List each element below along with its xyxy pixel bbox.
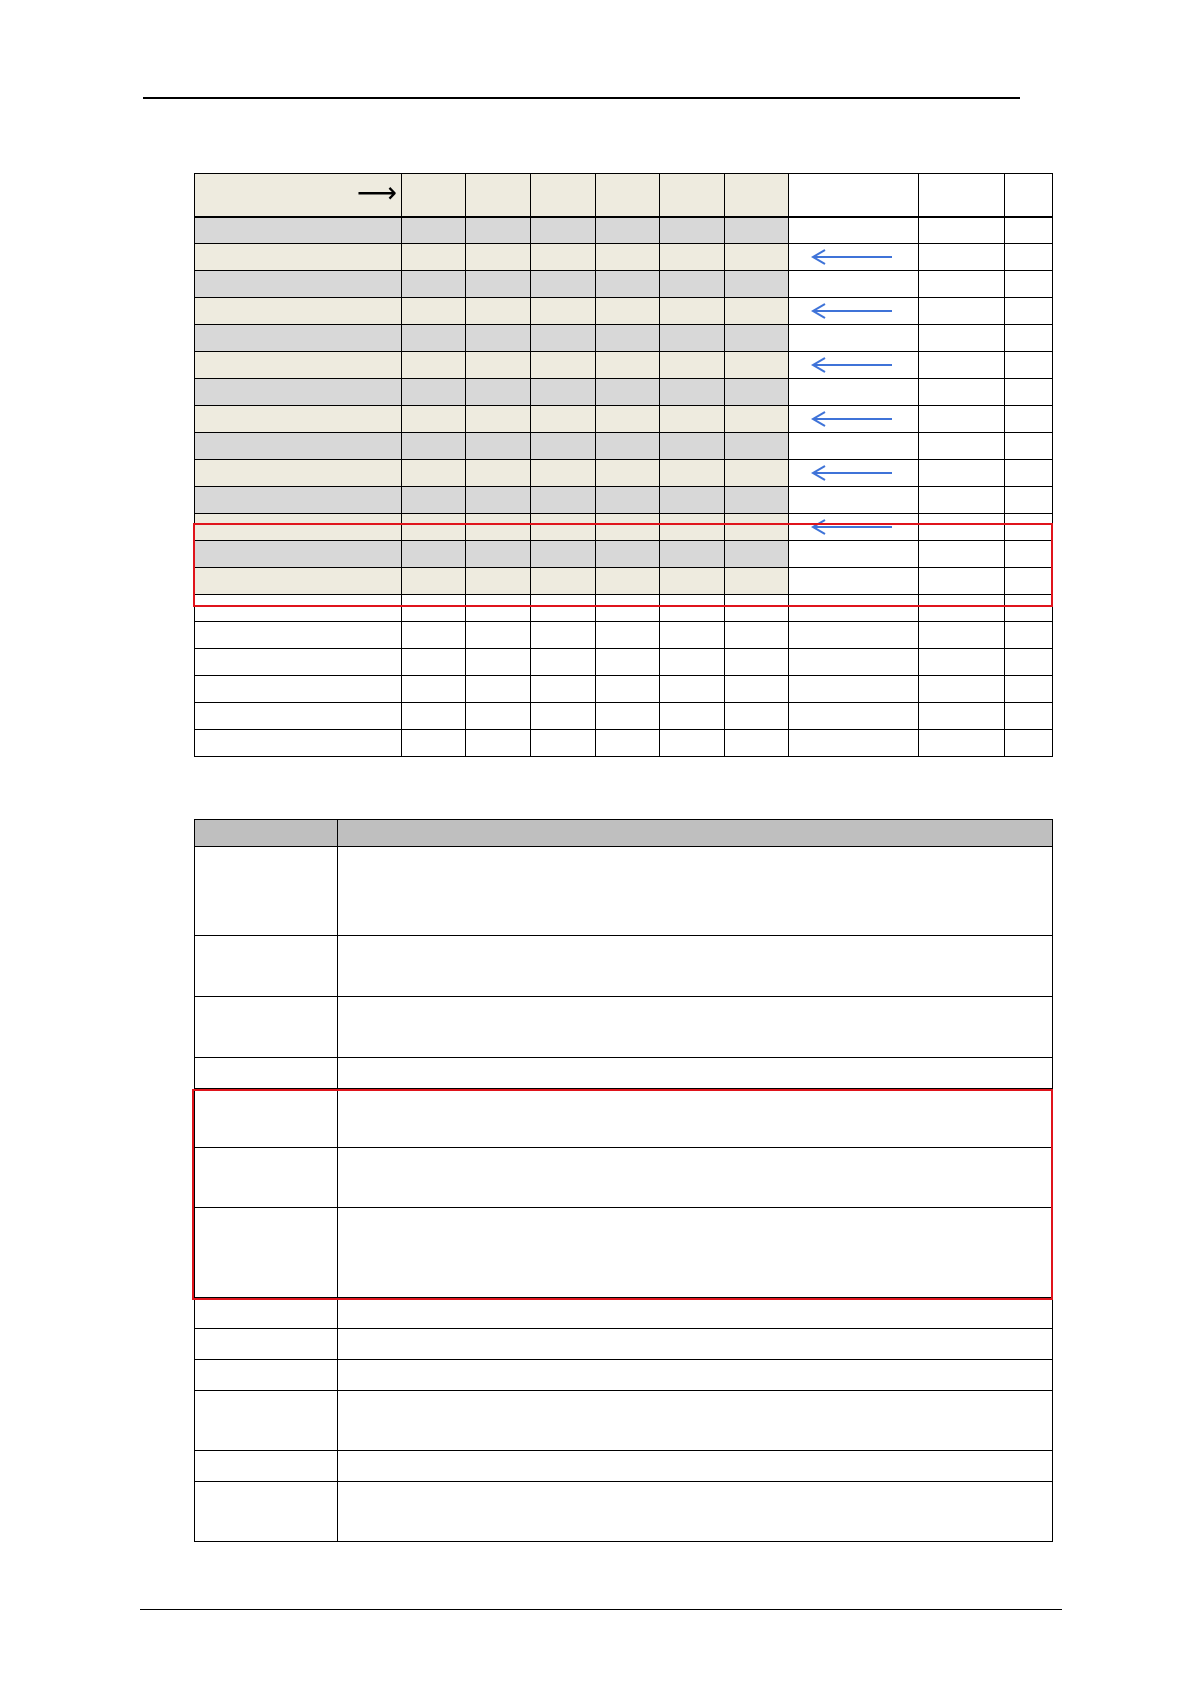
table-cell bbox=[338, 936, 1053, 997]
table-cell bbox=[402, 298, 466, 325]
table-cell bbox=[596, 325, 660, 352]
table-cell bbox=[195, 649, 402, 676]
table-cell bbox=[660, 676, 725, 703]
table-cell bbox=[531, 406, 596, 433]
table-cell bbox=[919, 271, 1005, 298]
table-cell bbox=[919, 244, 1005, 271]
header-cell bbox=[531, 174, 596, 217]
table-cell bbox=[725, 703, 789, 730]
table-cell bbox=[725, 271, 789, 298]
table-cell bbox=[725, 622, 789, 649]
table-cell bbox=[402, 325, 466, 352]
table-cell bbox=[195, 1089, 338, 1148]
table-cell bbox=[338, 1058, 1053, 1089]
table-cell bbox=[402, 271, 466, 298]
table-cell bbox=[195, 271, 402, 298]
table-cell bbox=[402, 649, 466, 676]
table-row bbox=[195, 1058, 1053, 1089]
table-row bbox=[195, 1360, 1053, 1391]
header-cell bbox=[725, 174, 789, 217]
grid-header-row bbox=[195, 174, 1053, 217]
table-cell bbox=[195, 514, 402, 541]
table-row bbox=[195, 514, 1053, 541]
table-cell bbox=[596, 271, 660, 298]
header-cell bbox=[789, 174, 919, 217]
table-cell bbox=[660, 217, 725, 244]
table-cell bbox=[195, 298, 402, 325]
table-cell bbox=[531, 298, 596, 325]
table-cell bbox=[531, 568, 596, 595]
table-cell bbox=[789, 595, 919, 622]
table-cell bbox=[1005, 514, 1053, 541]
left-arrow-icon bbox=[811, 465, 893, 481]
table-row bbox=[195, 1298, 1053, 1329]
table-cell bbox=[466, 244, 531, 271]
table-cell bbox=[596, 622, 660, 649]
table-cell bbox=[195, 568, 402, 595]
table-row bbox=[195, 541, 1053, 568]
table-cell bbox=[1005, 730, 1053, 757]
table-row bbox=[195, 244, 1053, 271]
table-cell bbox=[1005, 298, 1053, 325]
table-cell bbox=[919, 649, 1005, 676]
header-cell bbox=[1005, 174, 1053, 217]
table-cell bbox=[466, 325, 531, 352]
table-cell bbox=[725, 244, 789, 271]
table-row bbox=[195, 271, 1053, 298]
table-cell bbox=[195, 1360, 338, 1391]
table-cell bbox=[402, 460, 466, 487]
table-cell bbox=[402, 433, 466, 460]
table-cell bbox=[725, 217, 789, 244]
right-arrow-icon: ⟶ bbox=[356, 177, 397, 208]
table-cell bbox=[1005, 352, 1053, 379]
table-cell bbox=[402, 622, 466, 649]
table-cell bbox=[531, 433, 596, 460]
table-cell bbox=[195, 325, 402, 352]
table-row bbox=[195, 1451, 1053, 1482]
table-cell bbox=[1005, 622, 1053, 649]
header-cell bbox=[402, 174, 466, 217]
table-cell bbox=[789, 217, 919, 244]
table-row bbox=[195, 460, 1053, 487]
table-cell bbox=[402, 541, 466, 568]
table-cell bbox=[660, 487, 725, 514]
table-cell bbox=[531, 352, 596, 379]
table-cell bbox=[919, 622, 1005, 649]
table-cell bbox=[466, 622, 531, 649]
header-cell bbox=[195, 820, 338, 847]
table-cell bbox=[531, 379, 596, 406]
table-cell bbox=[596, 595, 660, 622]
table-cell bbox=[466, 460, 531, 487]
table-row bbox=[195, 1208, 1053, 1298]
table-cell bbox=[725, 433, 789, 460]
table-cell bbox=[338, 997, 1053, 1058]
table-cell bbox=[789, 352, 919, 379]
table-cell bbox=[195, 997, 338, 1058]
table-cell bbox=[402, 703, 466, 730]
table-cell bbox=[195, 676, 402, 703]
table-cell bbox=[596, 649, 660, 676]
table-cell bbox=[402, 730, 466, 757]
table-cell bbox=[531, 595, 596, 622]
table-cell bbox=[596, 298, 660, 325]
table-cell bbox=[195, 1451, 338, 1482]
table-cell bbox=[919, 379, 1005, 406]
table-cell bbox=[789, 406, 919, 433]
table-cell bbox=[402, 217, 466, 244]
table-cell bbox=[725, 649, 789, 676]
table-cell bbox=[596, 730, 660, 757]
table-row bbox=[195, 1148, 1053, 1208]
table-cell bbox=[531, 325, 596, 352]
table-cell bbox=[660, 433, 725, 460]
table-cell bbox=[1005, 379, 1053, 406]
left-arrow-icon bbox=[811, 519, 893, 535]
table-row bbox=[195, 379, 1053, 406]
table-cell bbox=[195, 847, 338, 936]
table-cell bbox=[195, 1298, 338, 1329]
table-cell bbox=[338, 1329, 1053, 1360]
table-row bbox=[195, 487, 1053, 514]
table-cell bbox=[919, 568, 1005, 595]
table-cell bbox=[1005, 433, 1053, 460]
table-cell bbox=[466, 217, 531, 244]
table-cell bbox=[725, 460, 789, 487]
table-cell bbox=[1005, 487, 1053, 514]
table-cell bbox=[596, 541, 660, 568]
table-cell bbox=[789, 298, 919, 325]
table-cell bbox=[195, 1329, 338, 1360]
table-cell bbox=[195, 622, 402, 649]
table-cell bbox=[596, 514, 660, 541]
table-cell bbox=[531, 649, 596, 676]
table-cell bbox=[660, 325, 725, 352]
table-cell bbox=[660, 703, 725, 730]
table-cell bbox=[195, 730, 402, 757]
table-row bbox=[195, 406, 1053, 433]
header-cell bbox=[660, 174, 725, 217]
table-cell bbox=[402, 676, 466, 703]
table-cell bbox=[531, 676, 596, 703]
table-cell bbox=[725, 406, 789, 433]
table-cell bbox=[531, 271, 596, 298]
table-cell bbox=[195, 433, 402, 460]
table-cell bbox=[466, 352, 531, 379]
table-cell bbox=[596, 244, 660, 271]
table-cell bbox=[338, 1482, 1053, 1542]
description-header-row bbox=[195, 820, 1053, 847]
table-cell bbox=[919, 676, 1005, 703]
table-cell bbox=[195, 541, 402, 568]
table-cell bbox=[338, 1148, 1053, 1208]
table-cell bbox=[1005, 460, 1053, 487]
table-cell bbox=[531, 703, 596, 730]
table-cell bbox=[789, 730, 919, 757]
table-cell bbox=[660, 460, 725, 487]
table-cell bbox=[789, 676, 919, 703]
table-cell bbox=[466, 703, 531, 730]
table-cell bbox=[195, 460, 402, 487]
table-cell bbox=[789, 568, 919, 595]
table-cell bbox=[466, 514, 531, 541]
table-cell bbox=[195, 1148, 338, 1208]
table-cell bbox=[466, 730, 531, 757]
left-arrow-icon bbox=[811, 411, 893, 427]
table-cell bbox=[195, 1058, 338, 1089]
table-cell bbox=[531, 622, 596, 649]
table-cell bbox=[919, 406, 1005, 433]
table-cell bbox=[660, 730, 725, 757]
table-cell bbox=[660, 406, 725, 433]
table-cell bbox=[195, 936, 338, 997]
table-cell bbox=[466, 406, 531, 433]
table-cell bbox=[338, 1451, 1053, 1482]
table-row bbox=[195, 1391, 1053, 1451]
table-row bbox=[195, 997, 1053, 1058]
table-cell bbox=[195, 217, 402, 244]
table-cell bbox=[466, 649, 531, 676]
table-cell bbox=[660, 352, 725, 379]
table-cell bbox=[1005, 244, 1053, 271]
table-cell bbox=[725, 487, 789, 514]
table-cell bbox=[195, 406, 402, 433]
table-cell bbox=[338, 847, 1053, 936]
table-cell bbox=[402, 568, 466, 595]
table-cell bbox=[402, 406, 466, 433]
table-cell bbox=[596, 703, 660, 730]
description-table bbox=[194, 819, 1053, 1542]
left-arrow-icon bbox=[811, 357, 893, 373]
header-cell bbox=[195, 174, 402, 217]
table-cell bbox=[195, 1482, 338, 1542]
table-cell bbox=[919, 433, 1005, 460]
table-cell bbox=[725, 325, 789, 352]
table-row bbox=[195, 622, 1053, 649]
table-row bbox=[195, 649, 1053, 676]
table-cell bbox=[531, 541, 596, 568]
table-cell bbox=[402, 244, 466, 271]
table-cell bbox=[338, 1391, 1053, 1451]
table-cell bbox=[466, 568, 531, 595]
table-cell bbox=[725, 568, 789, 595]
table-cell bbox=[919, 730, 1005, 757]
table-row bbox=[195, 352, 1053, 379]
table-row bbox=[195, 1329, 1053, 1360]
table-cell bbox=[725, 676, 789, 703]
table-cell bbox=[338, 1360, 1053, 1391]
table-cell bbox=[466, 676, 531, 703]
table-cell bbox=[596, 406, 660, 433]
table-row bbox=[195, 1089, 1053, 1148]
table-cell bbox=[596, 217, 660, 244]
table-row bbox=[195, 730, 1053, 757]
table-cell bbox=[660, 622, 725, 649]
grid-table bbox=[194, 173, 1053, 757]
table-row bbox=[195, 936, 1053, 997]
table-cell bbox=[919, 487, 1005, 514]
table-cell bbox=[725, 730, 789, 757]
table-cell bbox=[596, 568, 660, 595]
table-cell bbox=[789, 514, 919, 541]
table-cell bbox=[789, 541, 919, 568]
table-cell bbox=[789, 379, 919, 406]
table-cell bbox=[1005, 325, 1053, 352]
table-cell bbox=[466, 298, 531, 325]
table-cell bbox=[466, 487, 531, 514]
table-cell bbox=[195, 379, 402, 406]
table-cell bbox=[1005, 649, 1053, 676]
table-row bbox=[195, 298, 1053, 325]
table-cell bbox=[789, 649, 919, 676]
table-cell bbox=[725, 514, 789, 541]
table-cell bbox=[195, 703, 402, 730]
table-cell bbox=[725, 298, 789, 325]
table-cell bbox=[466, 433, 531, 460]
table-cell bbox=[466, 595, 531, 622]
table-cell bbox=[402, 352, 466, 379]
table-cell bbox=[789, 325, 919, 352]
table-cell bbox=[402, 379, 466, 406]
table-row bbox=[195, 1482, 1053, 1542]
table-cell bbox=[660, 379, 725, 406]
table-cell bbox=[919, 298, 1005, 325]
table-cell bbox=[402, 595, 466, 622]
header-cell bbox=[919, 174, 1005, 217]
table-cell bbox=[660, 271, 725, 298]
footer-rule bbox=[140, 1609, 1062, 1610]
table-cell bbox=[195, 595, 402, 622]
table-cell bbox=[789, 487, 919, 514]
table-cell bbox=[466, 379, 531, 406]
table-cell bbox=[1005, 541, 1053, 568]
table-row bbox=[195, 595, 1053, 622]
table-cell bbox=[596, 487, 660, 514]
table-cell bbox=[725, 595, 789, 622]
table-cell bbox=[195, 1208, 338, 1298]
table-cell bbox=[1005, 406, 1053, 433]
table-cell bbox=[919, 541, 1005, 568]
table-cell bbox=[725, 541, 789, 568]
table-cell bbox=[919, 352, 1005, 379]
table-cell bbox=[338, 1089, 1053, 1148]
table-cell bbox=[338, 1208, 1053, 1298]
table-cell bbox=[919, 514, 1005, 541]
table-cell bbox=[596, 460, 660, 487]
table-cell bbox=[789, 271, 919, 298]
table-row bbox=[195, 676, 1053, 703]
table-cell bbox=[402, 487, 466, 514]
table-cell bbox=[1005, 217, 1053, 244]
table-cell bbox=[195, 1391, 338, 1451]
table-cell bbox=[1005, 703, 1053, 730]
table-cell bbox=[919, 325, 1005, 352]
table-cell bbox=[1005, 271, 1053, 298]
table-cell bbox=[596, 379, 660, 406]
table-row bbox=[195, 703, 1053, 730]
header-cell bbox=[338, 820, 1053, 847]
table-cell bbox=[531, 460, 596, 487]
table-cell bbox=[531, 244, 596, 271]
table-cell bbox=[1005, 595, 1053, 622]
table-cell bbox=[596, 433, 660, 460]
table-cell bbox=[725, 352, 789, 379]
table-cell bbox=[195, 487, 402, 514]
table-cell bbox=[660, 541, 725, 568]
table-cell bbox=[919, 460, 1005, 487]
table-cell bbox=[789, 460, 919, 487]
table-cell bbox=[660, 514, 725, 541]
table-row bbox=[195, 217, 1053, 244]
table-cell bbox=[596, 352, 660, 379]
table-cell bbox=[195, 244, 402, 271]
table-cell bbox=[660, 595, 725, 622]
table-cell bbox=[531, 730, 596, 757]
table-row bbox=[195, 325, 1053, 352]
header-rule bbox=[143, 97, 1020, 99]
table-row bbox=[195, 433, 1053, 460]
table-cell bbox=[660, 649, 725, 676]
table-cell bbox=[660, 568, 725, 595]
table-cell bbox=[919, 595, 1005, 622]
table-row bbox=[195, 568, 1053, 595]
left-arrow-icon bbox=[811, 249, 893, 265]
table-row bbox=[195, 847, 1053, 936]
table-cell bbox=[789, 703, 919, 730]
table-cell bbox=[1005, 568, 1053, 595]
table-cell bbox=[195, 352, 402, 379]
header-cell bbox=[596, 174, 660, 217]
table-cell bbox=[660, 244, 725, 271]
table-cell bbox=[338, 1298, 1053, 1329]
table-cell bbox=[725, 379, 789, 406]
table-cell bbox=[660, 298, 725, 325]
table-cell bbox=[1005, 676, 1053, 703]
table-cell bbox=[789, 622, 919, 649]
table-cell bbox=[466, 271, 531, 298]
table-cell bbox=[919, 703, 1005, 730]
table-cell bbox=[919, 217, 1005, 244]
table-cell bbox=[789, 244, 919, 271]
table-cell bbox=[596, 676, 660, 703]
table-cell bbox=[531, 217, 596, 244]
table-cell bbox=[402, 514, 466, 541]
left-arrow-icon bbox=[811, 303, 893, 319]
table-cell bbox=[466, 541, 531, 568]
table-cell bbox=[789, 433, 919, 460]
table-cell bbox=[531, 514, 596, 541]
table-cell bbox=[531, 487, 596, 514]
header-cell bbox=[466, 174, 531, 217]
